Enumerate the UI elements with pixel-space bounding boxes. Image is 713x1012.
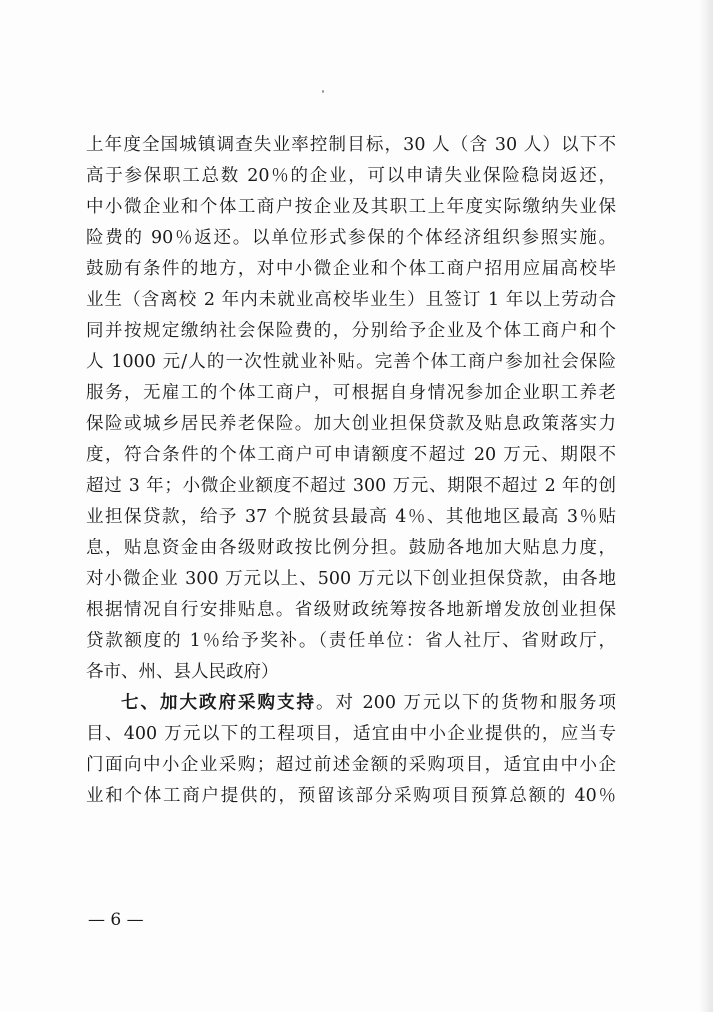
section-first-line xyxy=(86,688,616,719)
body-text xyxy=(86,130,616,812)
text-line-12: 超过 3 年；小微企业额度不超过 300 万元、期限不超过 2 年的创 xyxy=(86,476,616,496)
section-heading: 七、加大政府采购支持 xyxy=(121,693,316,713)
text-line-6: 业生（含离校 2 年内未就业高校毕业生）且签订 1 年以上劳动合 xyxy=(86,290,616,310)
text-line-14: 息，贴息资金由各级财政按比例分担。鼓励各地加大贴息力度， xyxy=(86,538,616,558)
text-line-18: 各市、州、县人民政府） xyxy=(86,662,279,682)
text-line-9: 服务，无雇工的个体工商户，可根据自身情况参加企业职工养老 xyxy=(86,383,616,403)
text-line-11: 度，符合条件的个体工商户可申请额度不超过 20 万元、期限不 xyxy=(86,445,616,465)
section-line-4: 业和个体工商户提供的，预留该部分采购项目预算总额的 40％ xyxy=(86,786,616,806)
page-edge-shadow xyxy=(699,0,713,1012)
text-line-13: 业担保贷款，给予 37 个脱贫县最高 4％、其他地区最高 3％贴 xyxy=(86,507,616,527)
text-line-2: 高于参保职工总数 20％的企业，可以申请失业保险稳岗返还， xyxy=(86,166,616,186)
text-line-17: 贷款额度的 1％给予奖补。（责任单位：省人社厅、省财政厅， xyxy=(86,631,616,651)
text-line-5: 鼓励有条件的地方，对中小微企业和个体工商户招用应届高校毕 xyxy=(86,259,616,279)
text-line-3: 中小微企业和个体工商户按企业及其职工上年度实际缴纳失业保 xyxy=(86,197,616,217)
text-line-7: 同并按规定缴纳社会保险费的，分别给予企业及个体工商户和个 xyxy=(86,321,616,341)
text-line-8: 人 1000 元/人的一次性就业补贴。完善个体工商户参加社会保险 xyxy=(86,352,616,372)
text-line-4: 险费的 90％返还。以单位形式参保的个体经济组织参照实施。 xyxy=(86,228,616,248)
section-first-line-rest: 。对 200 万元以下的货物和服务项 xyxy=(316,693,617,713)
text-line-16: 根据情况自行安排贴息。省级财政统筹按各地新增发放创业担保 xyxy=(86,600,616,620)
text-line-1: 上年度全国城镇调查失业率控制目标，30 人（含 30 人）以下不 xyxy=(86,135,616,155)
text-line-15: 对小微企业 300 万元以上、500 万元以下创业担保贷款，由各地 xyxy=(86,569,616,589)
text-line-10: 保险或城乡居民养老保险。加大创业担保贷款及贴息政策落实力 xyxy=(86,414,616,434)
section-line-3: 门面向中小企业采购；超过前述金额的采购项目，适宜由中小企 xyxy=(86,755,616,775)
page-number: — 6 — xyxy=(88,910,144,930)
section-line-2: 目、400 万元以下的工程项目，适宜由中小企业提供的，应当专 xyxy=(86,724,616,744)
scan-speck xyxy=(322,90,324,93)
